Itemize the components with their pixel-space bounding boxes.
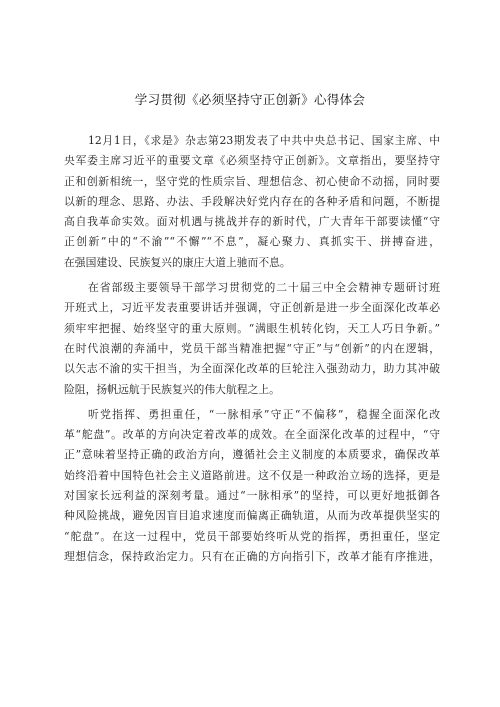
paragraph-2-line-1: 在省部级主要领导干部学习贯彻党的二十届三中全会精神专题研讨班 — [88, 281, 440, 295]
paragraph-3-line-5: 对国家长远利益的深刻考量。通过“一脉相承”的坚持，可以更好地抵御各 — [64, 489, 440, 503]
document-title: 学习贯彻《必须坚持守正创新》心得体会 — [134, 92, 366, 107]
paragraph-1-line-5: 高自我革命实效。面对机遇与挑战并存的新时代，广大青年干部要读懂“守 — [64, 215, 440, 229]
paragraph-3-line-8: 理想信念，保持政治定力。只有在正确的方向指引下，改革才能有序推进， — [64, 549, 440, 563]
paragraph-3-line-1: 听党指挥、勇担重任，“一脉相承”守正“不偏移”，稳握全面深化改 — [88, 407, 440, 421]
paragraph-2-line-4: 在时代浪潮的奔涌中，党员干部当精准把握“守正”与“创新”的内在逻辑， — [64, 341, 440, 355]
paragraph-2-line-2: 开班式上，习近平发表重要讲话并强调，守正创新是进一步全面深化改革必 — [64, 301, 440, 315]
paragraph-1-line-3: 正和创新相统一，坚守党的性质宗旨、理想信念、初心使命不动摇，同时要 — [64, 174, 440, 188]
paragraph-1-line-6: 正创新”中的“不渝”“不懈”“不息”，凝心聚力、真抓实干、拼搏奋进， — [64, 235, 440, 249]
document-body — [64, 131, 440, 567]
paragraph-2-line-3: 须牢牢把握、始终坚守的重大原则。“满眼生机转化钧，天工人巧日争新。” — [64, 321, 440, 335]
paragraph-3-line-7: “舵盘”。在这一过程中，党员干部要始终听从党的指挥，勇担重任，坚定 — [64, 529, 440, 543]
paragraph-3-line-6: 种风险挑战，避免因盲目追求速度而偏离正确轨道，从而为改革提供坚实的 — [64, 509, 440, 523]
paragraph-1-line-4: 以新的理念、思路、办法、手段解决好党内存在的各种矛盾和问题，不断提 — [64, 194, 440, 208]
paragraph-1-line-2: 央军委主席习近平的重要文章《必须坚持守正创新》。文章指出，要坚持守 — [64, 154, 440, 168]
paragraph-2-line-6: 险阻，扬帆远航于民族复兴的伟大航程之上。 — [64, 382, 280, 396]
paragraph-3-line-3: 正”意味着坚持正确的政治方向，遵循社会主义制度的本质要求，确保改革 — [64, 448, 440, 462]
paragraph-1-line-1: 12月1日，《求是》杂志第23期发表了中共中央总书记、国家主席、中 — [88, 134, 440, 147]
paragraph-1-line-7: 在强国建设、民族复兴的康庄大道上驰而不息。 — [64, 255, 291, 269]
paragraph-2-line-5: 以矢志不渝的实干担当，为全面深化改革的巨轮注入强劲动力，助力其冲破 — [64, 362, 440, 376]
paragraph-3-line-4: 始终沿着中国特色社会主义道路前进。这不仅是一种政治立场的选择，更是 — [64, 468, 440, 482]
paragraph-3-line-2: 革“舵盘”。改革的方向决定着改革的成效。在全面深化改革的过程中，“守 — [64, 428, 440, 442]
